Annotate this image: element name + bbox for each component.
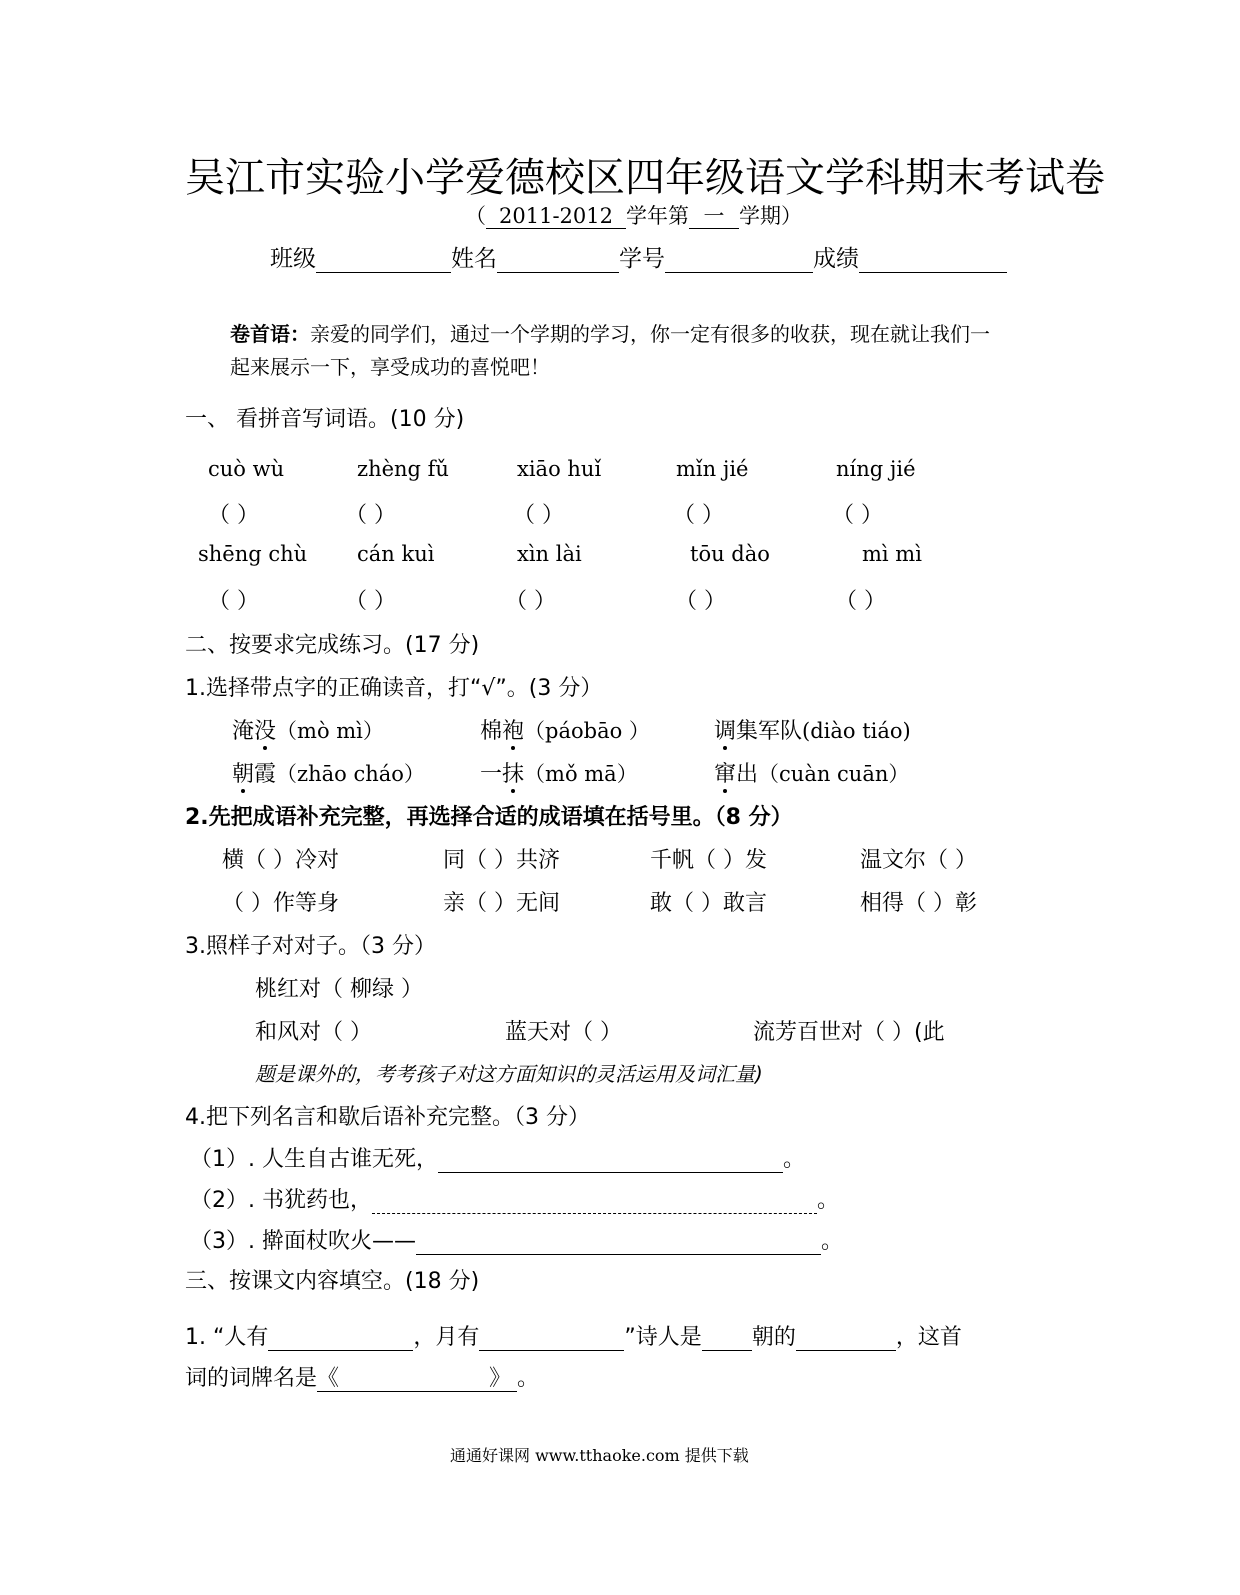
poem-question: 1. “人有 ，月有 ”诗人是 朝的 ，这首 [185,1325,962,1350]
question-2-3: 3.照样子对对子。（3 分） [185,934,436,959]
term-line: （ 2011-2012 学年第 一 学期） [465,204,802,228]
pronunciation-item[interactable]: 窜出（cuàn cuān） [714,757,909,788]
idiom-item[interactable]: 敢（ ）敢言 [650,891,767,916]
pinyin-item: tōu dào [690,542,770,566]
answer-blank[interactable]: （ ） [505,589,556,614]
proverb-item[interactable]: （2）. 书犹药也， 。 [190,1188,839,1213]
teacher-note: 题是课外的，考考孩子对这方面知识的灵活运用及词汇量) [255,1062,763,1086]
pinyin-item: cán kuì [357,542,435,566]
term-number: 一 [689,205,739,229]
idiom-item[interactable]: 亲（ ）无间 [443,891,560,916]
answer-line[interactable] [438,1150,783,1173]
couplet-item[interactable]: 流芳百世对（ ）(此 [753,1020,945,1045]
idiom-item[interactable]: 温文尔（ ） [860,848,977,873]
student-info: 班级 姓名 学号 成绩 [270,240,1007,273]
answer-line[interactable] [416,1232,821,1255]
couplet-example: 桃红对（ 柳绿 ） [255,977,423,1002]
answer-line[interactable]: 《 》 [317,1367,517,1392]
answer-blank[interactable]: （ ） [675,589,726,614]
pinyin-item: mǐn jié [676,457,749,481]
idiom-item[interactable]: （ ）作等身 [222,891,339,916]
name-field[interactable] [497,248,619,273]
answer-blank[interactable]: （ ） [832,503,883,528]
answer-blank[interactable]: （ ） [345,503,396,528]
class-field[interactable] [316,248,451,273]
answer-blank[interactable]: （ ） [835,589,886,614]
answer-line[interactable] [372,1193,817,1214]
idiom-item[interactable]: 相得（ ）彰 [860,891,977,916]
idiom-item[interactable]: 千帆（ ）发 [650,848,767,873]
answer-line[interactable] [702,1328,752,1351]
proverb-item[interactable]: （3）. 擀面杖吹火—— 。 [190,1229,843,1254]
pronunciation-item[interactable]: 调集军队(diào tiáo) [714,714,911,745]
pinyin-item: mì mì [862,542,922,566]
answer-line[interactable] [796,1328,896,1351]
answer-blank[interactable]: （ ） [208,589,259,614]
page-title: 吴江市实验小学爱德校区四年级语文学科期末考试卷 [185,155,1105,201]
answer-line[interactable] [268,1328,413,1351]
pronunciation-item[interactable]: 淹没（mò mì） [232,714,384,745]
preface-line-1: 卷首语：亲爱的同学们，通过一个学期的学习，你一定有很多的收获，现在就让我们一 [230,322,990,346]
proverb-item[interactable]: （1）. 人生自古谁无死， 。 [190,1147,805,1172]
pinyin-item: zhèng fǔ [357,457,449,481]
idiom-item[interactable]: 同（ ）共济 [443,848,560,873]
preface-line-2: 起来展示一下，享受成功的喜悦吧！ [230,355,550,379]
pinyin-item: xiāo huǐ [517,457,602,481]
question-2-1: 1.选择带点字的正确读音，打“√”。(3 分） [185,676,603,701]
pronunciation-item[interactable]: 一抹（mǒ mā） [480,757,638,788]
section-1-heading: 一、 看拼音写词语。(10 分) [185,407,465,432]
pronunciation-item[interactable]: 棉袍（páobāo ） [480,714,650,745]
couplet-item[interactable]: 蓝天对（ ） [505,1020,622,1045]
school-years: 2011-2012 [486,205,626,229]
answer-blank[interactable]: （ ） [208,503,259,528]
section-2-heading: 二、按要求完成练习。(17 分) [185,633,480,658]
pronunciation-item[interactable]: 朝霞（zhāo cháo） [232,757,425,788]
question-2-2: 2.先把成语补充完整，再选择合适的成语填在括号里。（8 分） [185,805,793,830]
pinyin-item: níng jié [836,457,916,481]
section-3-heading: 三、按课文内容填空。(18 分) [185,1269,480,1294]
couplet-item[interactable]: 和风对（ ） [255,1020,372,1045]
pinyin-item: cuò wù [208,457,285,481]
pinyin-item: shēng chù [198,542,308,566]
answer-blank[interactable]: （ ） [513,503,564,528]
pinyin-item: xìn lài [517,542,582,566]
poem-question-cont: 词的词牌名是《 》 。 [185,1366,540,1391]
answer-line[interactable] [479,1328,624,1351]
idiom-item[interactable]: 横（ ）冷对 [222,848,339,873]
answer-blank[interactable]: （ ） [673,503,724,528]
student-id-field[interactable] [665,248,813,273]
score-field[interactable] [859,248,1007,273]
footer-credit: 通通好课网 www.tthaoke.com 提供下载 [450,1446,749,1465]
question-2-4: 4.把下列名言和歇后语补充完整。（3 分） [185,1105,590,1130]
answer-blank[interactable]: （ ） [345,589,396,614]
